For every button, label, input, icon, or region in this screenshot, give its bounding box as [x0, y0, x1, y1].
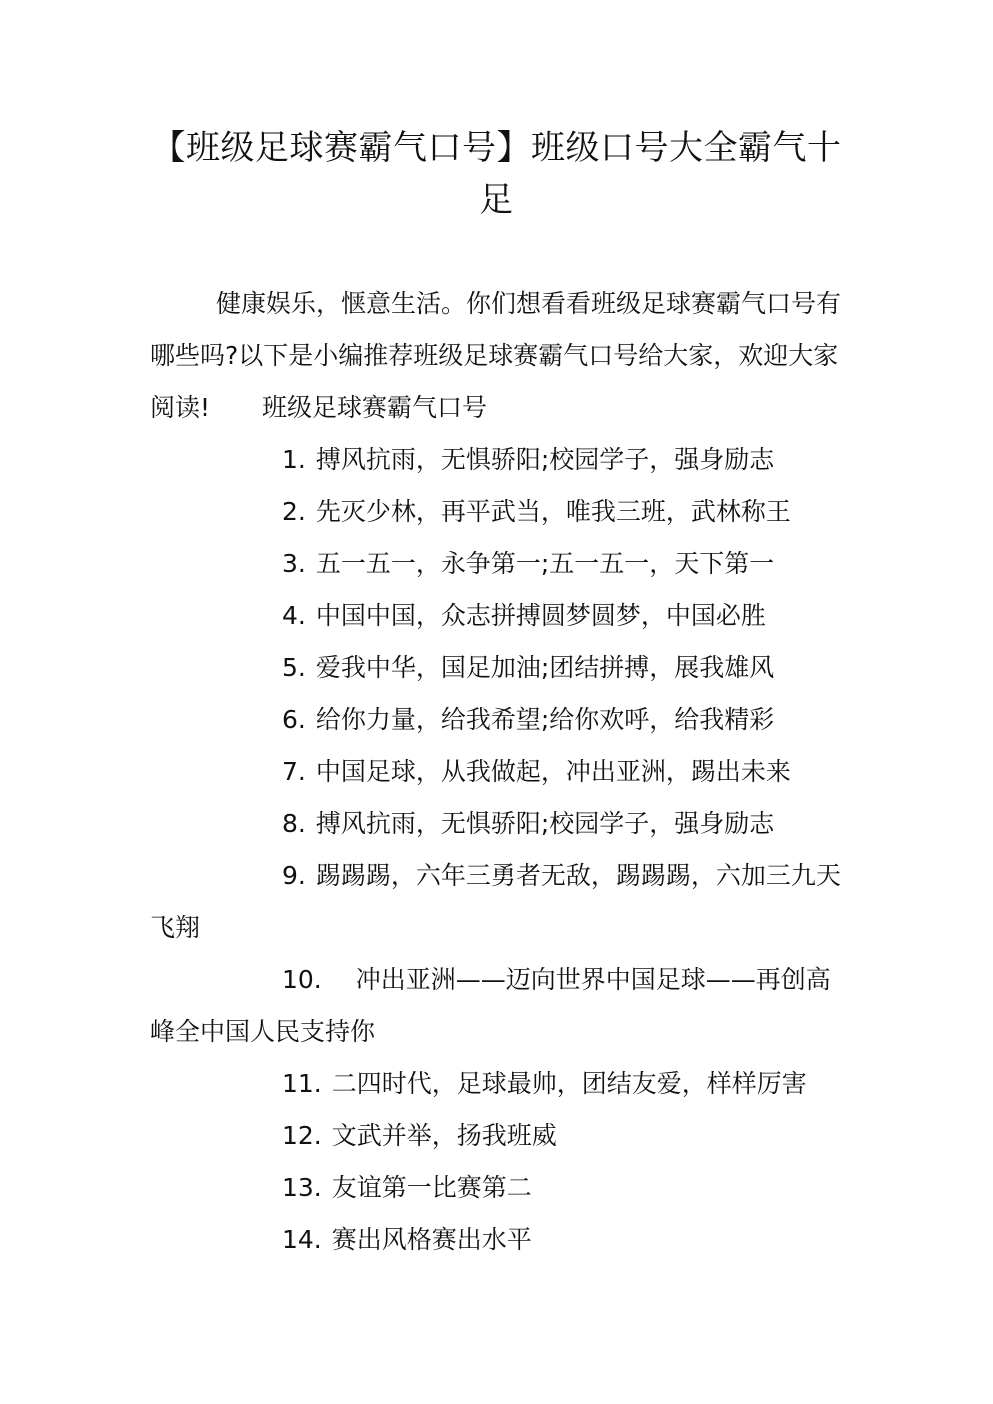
item-text: 搏风抗雨，无惧骄阳;校园学子，强身励志 — [315, 445, 775, 474]
list-item — [150, 1162, 843, 1214]
item-text: 文武并举，扬我班威 — [331, 1121, 557, 1150]
list-item — [150, 850, 843, 954]
list-item — [150, 954, 843, 1058]
item-text: 赛出风格赛出水平 — [331, 1225, 532, 1254]
list-item — [150, 746, 843, 798]
item-number: 13. — [282, 1173, 322, 1202]
item-number: 2. — [282, 497, 306, 526]
intro-paragraph — [150, 278, 843, 434]
list-item — [150, 486, 843, 538]
item-number: 5. — [282, 653, 306, 682]
list-item — [150, 1214, 843, 1266]
item-text: 中国中国，众志拼搏圆梦圆梦，中国必胜 — [315, 601, 766, 630]
item-number: 12. — [282, 1121, 322, 1150]
item-number: 14. — [282, 1225, 322, 1254]
item-number: 9. — [282, 861, 306, 890]
item-number: 7. — [282, 757, 306, 786]
item-number: 10. — [282, 965, 322, 994]
item-number: 11. — [282, 1069, 322, 1098]
document-body — [150, 278, 843, 1266]
section-heading: 班级足球赛霸气口号 — [262, 393, 488, 422]
item-number: 3. — [282, 549, 306, 578]
item-text: 中国足球，从我做起，冲出亚洲，踢出未来 — [315, 757, 791, 786]
list-item — [150, 642, 843, 694]
list-item — [150, 1110, 843, 1162]
list-item — [150, 590, 843, 642]
list-item — [150, 798, 843, 850]
item-number: 6. — [282, 705, 306, 734]
list-item — [150, 434, 843, 486]
item-number: 1. — [282, 445, 306, 474]
item-text: 爱我中华，国足加油;团结拼搏，展我雄风 — [315, 653, 775, 682]
intro-text: 健康娱乐，惬意生活。你们想看看班级足球赛霸气口号有哪些吗?以下是小编推荐班级足球赛霸气口号给大家，欢迎大家阅读! — [150, 289, 842, 422]
item-text: 二四时代，足球最帅，团结友爱，样样厉害 — [331, 1069, 807, 1098]
list-item — [150, 1058, 843, 1110]
list-item — [150, 694, 843, 746]
item-text: 搏风抗雨，无惧骄阳;校园学子，强身励志 — [315, 809, 775, 838]
item-text: 给你力量，给我希望;给你欢呼，给我精彩 — [315, 705, 775, 734]
item-text: 五一五一，永争第一;五一五一，天下第一 — [315, 549, 775, 578]
item-number: 4. — [282, 601, 306, 630]
item-text: 冲出亚洲——迈向世界中国足球——再创高峰全中国人民支持你 — [150, 965, 831, 1046]
item-number: 8. — [282, 809, 306, 838]
list-item — [150, 538, 843, 590]
document-title: 【班级足球赛霸气口号】班级口号大全霸气十足 — [151, 128, 842, 220]
item-text: 友谊第一比赛第二 — [331, 1173, 532, 1202]
item-text: 先灭少林，再平武当，唯我三班，武林称王 — [315, 497, 791, 526]
item-text: 踢踢踢，六年三勇者无敌，踢踢踢，六加三九天飞翔 — [150, 861, 841, 942]
